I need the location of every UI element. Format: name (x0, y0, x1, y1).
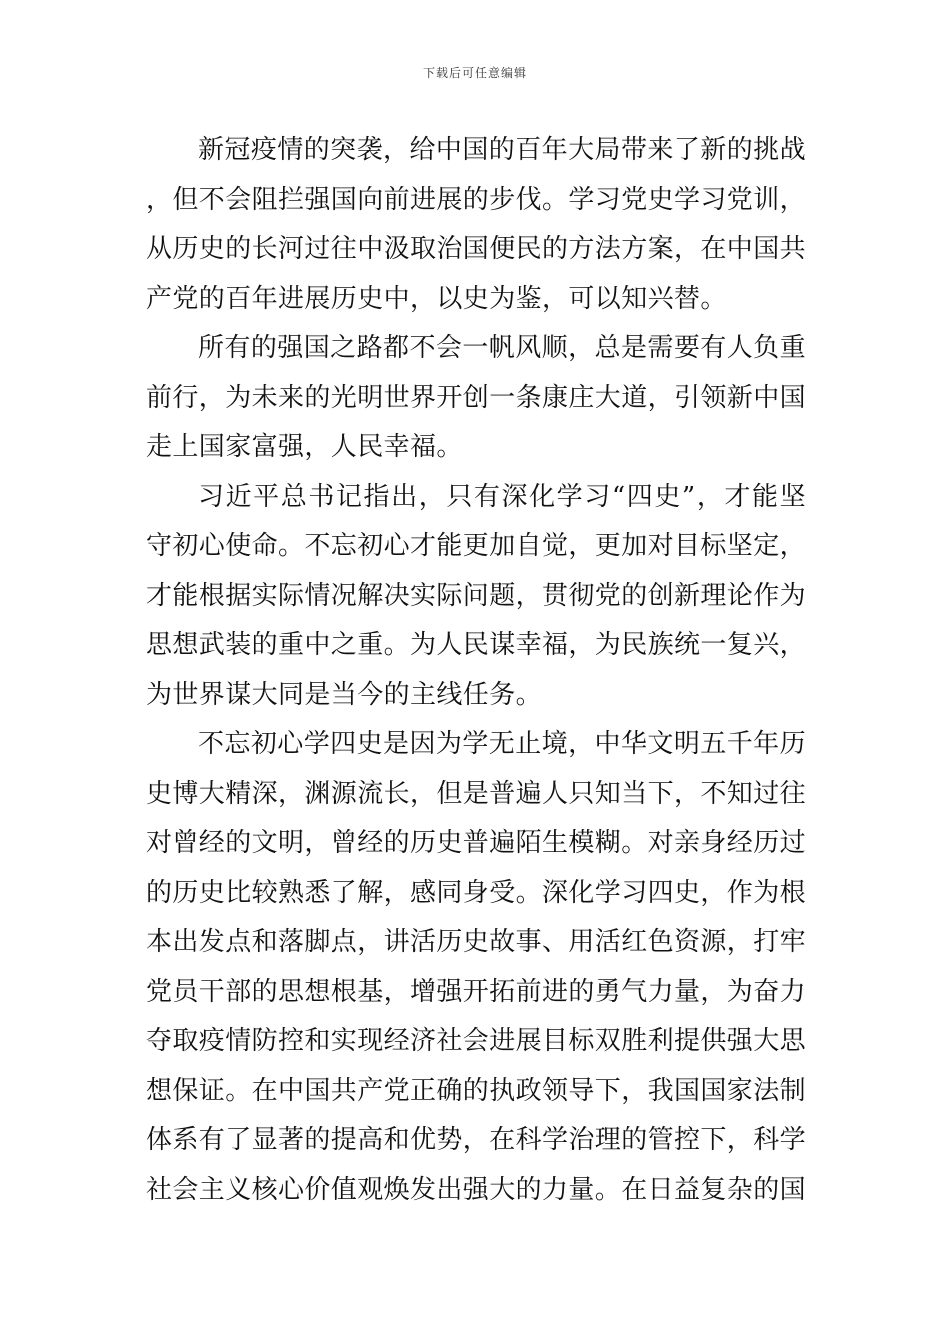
paragraph-4: 不忘初心学四史是因为学无止境，中华文明五千年历史博大精深，渊源流长，但是普遍人只知当下，不知过往对曾经的文明，曾经的历史普遍陌生模糊。对亲身经历过的历史比较熟悉了解，感同身受。深化学习四史，作为根本出发点和落脚点，讲活历史故事、用活红色资源，打牢党员干部的思想根基，增强开拓前进的勇气力量，为奋力夺取疫情防控和实现经济社会进展目标双胜利提供强大思想保证。在中国共产党正确的执政领导下，我国国家法制体系有了显著的提高和优势，在科学治理的管控下，科学社会主义核心价值观焕发出强大的力量。在日益复杂的国 (146, 729, 807, 1205)
page-header: 下载后可任意编辑 (422, 66, 527, 80)
paragraph-3: 习近平总书记指出，只有深化学习“四史”，才能坚守初心使命。不忘初心才能更加自觉，更加对目标坚定，才能根据实际情况解决实际问题，贯彻党的创新理论作为思想武装的重中之重。为人民谋幸福，为民族统一复兴，为世界谋大同是当今的主线任务。 (146, 481, 807, 710)
paragraph-2: 所有的强国之路都不会一帆风顺，总是需要有人负重前行，为未来的光明世界开创一条康庄大道，引领新中国走上国家富强，人民幸福。 (146, 333, 807, 462)
paragraph-1: 新冠疫情的突袭，给中国的百年大局带来了新的挑战，但不会阻拦强国向前进展的步伐。学习党史学习党训，从历史的长河过往中汲取治国便民的方法方案，在中国共产党的百年进展历史中，以史为鉴，可以知兴替。 (146, 135, 807, 314)
document-body (146, 126, 806, 1215)
